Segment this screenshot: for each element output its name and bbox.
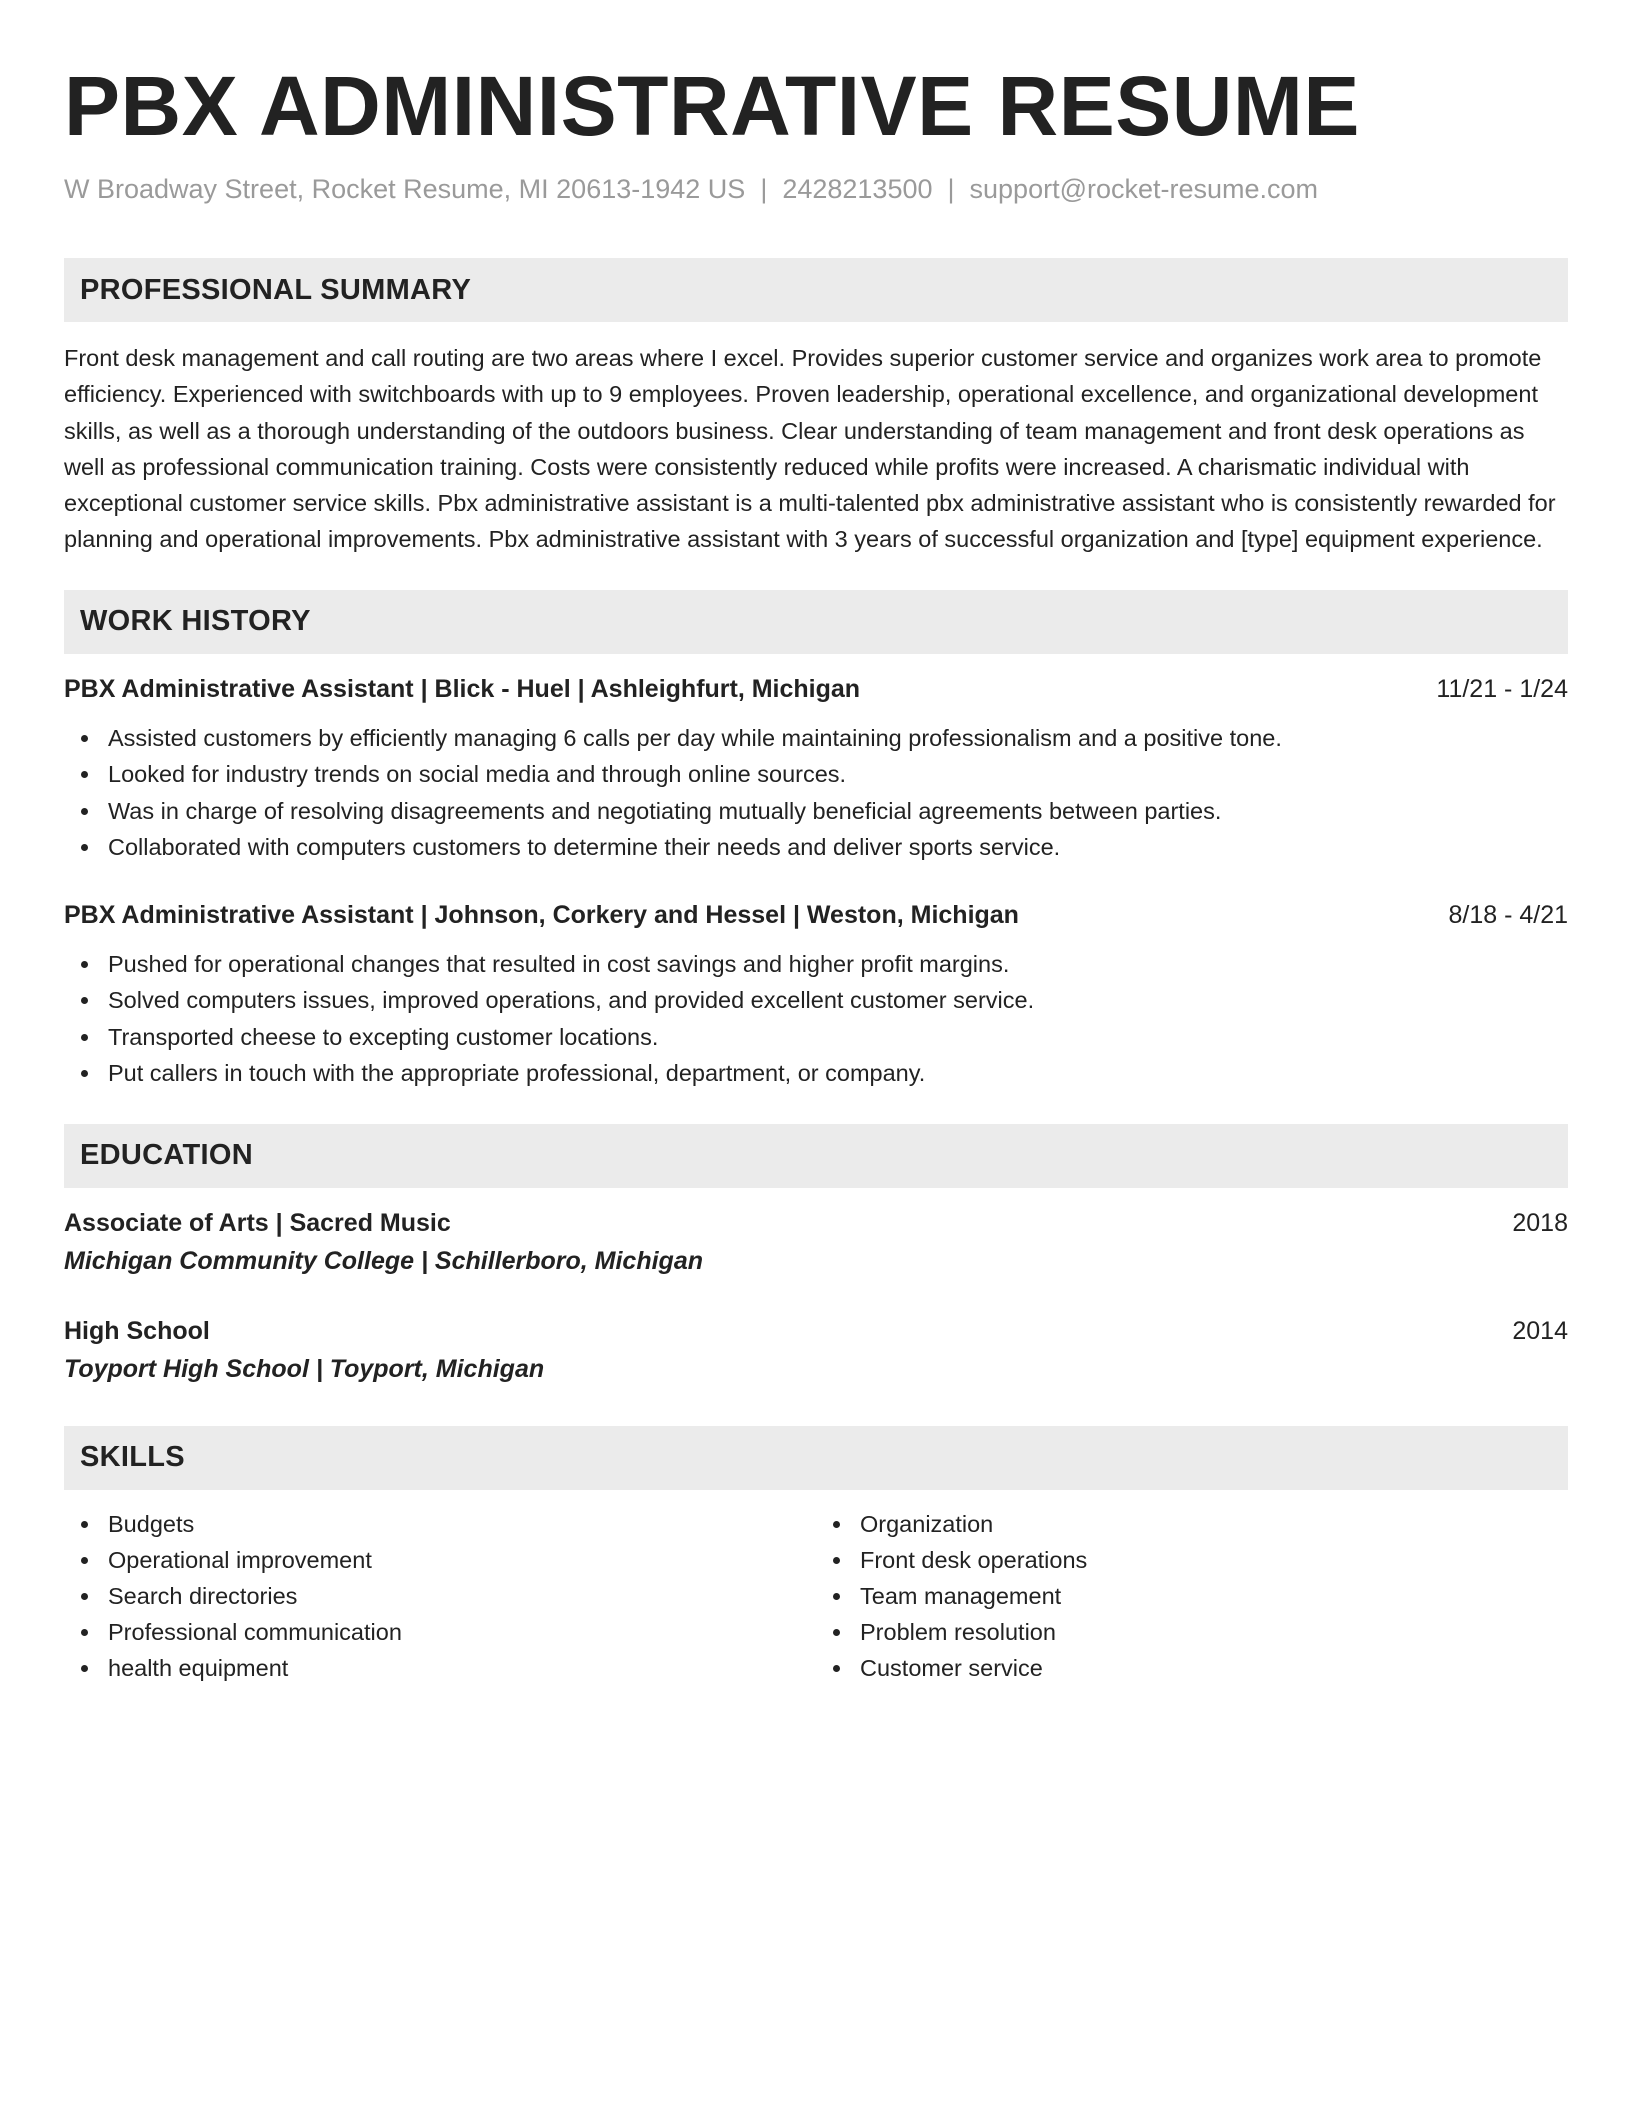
contact-line — [64, 172, 1568, 206]
education-entry — [64, 1206, 1568, 1278]
contact-phone: 2428213500 — [782, 174, 933, 204]
job-header — [64, 672, 1568, 706]
section-heading-education: EDUCATION — [64, 1124, 1568, 1188]
job-bullet: Transported cheese to excepting customer locations. — [64, 1019, 1568, 1056]
education-header — [64, 1314, 1568, 1348]
contact-separator: | — [760, 174, 768, 204]
job-header — [64, 898, 1568, 932]
summary-text: Front desk management and call routing are two areas where I excel. Provides superior customer service and organizes work area to promote efficiency. Experienced with switchboards with up to 9 employees. Proven leadership, operational excellence, and organizational development skills, as well as a thorough understanding of the outdoors business. Clear understanding of team management and front desk operations as well as professional communication training. Costs were consistently reduced while profits were increased. A charismatic individual with exceptional customer service skills. Pbx administrative assistant is a multi-talented pbx administrative assistant who is consistently rewarded for planning and operational improvements. Pbx administrative assistant with 3 years of successful organization and [type] equipment experience. — [64, 345, 1556, 553]
job-entry — [64, 898, 1568, 1092]
job-dates: 8/18 - 4/21 — [1448, 900, 1568, 929]
education-entry — [64, 1314, 1568, 1386]
skills-list — [816, 1506, 1568, 1686]
skill-item: Search directories — [64, 1578, 816, 1614]
skill-item: health equipment — [64, 1650, 816, 1686]
job-bullet: Collaborated with computers customers to determine their needs and deliver sports service. — [64, 829, 1568, 866]
skills-grid — [64, 1506, 1568, 1686]
job-bullet: Put callers in touch with the appropriate professional, department, or company. — [64, 1055, 1568, 1092]
skill-item: Customer service — [816, 1650, 1568, 1686]
job-bullet: Was in charge of resolving disagreements and negotiating mutually beneficial agreements between parties. — [64, 793, 1568, 830]
skills-column-left — [64, 1506, 816, 1686]
job-bullet: Assisted customers by efficiently managing 6 calls per day while maintaining professionalism and a positive tone. — [64, 720, 1568, 757]
education-degree: High School — [64, 1316, 210, 1345]
job-title: PBX Administrative Assistant | Blick - Huel | Ashleighfurt, Michigan — [64, 674, 861, 703]
job-bullets — [64, 720, 1568, 866]
skill-item: Problem resolution — [816, 1614, 1568, 1650]
contact-address: W Broadway Street, Rocket Resume, MI 20613-1942 US — [64, 174, 746, 204]
education-year: 2014 — [1512, 1316, 1568, 1345]
contact-email: support@rocket-resume.com — [969, 174, 1319, 204]
education-school: Toyport High School | Toyport, Michigan — [64, 1354, 545, 1383]
section-heading-summary: PROFESSIONAL SUMMARY — [64, 258, 1568, 322]
education-school: Michigan Community College | Schillerboro, Michigan — [64, 1246, 704, 1275]
skills-list — [64, 1506, 816, 1686]
skill-item: Team management — [816, 1578, 1568, 1614]
skill-item: Operational improvement — [64, 1542, 816, 1578]
skill-item: Front desk operations — [816, 1542, 1568, 1578]
section-heading-work-history: WORK HISTORY — [64, 590, 1568, 654]
skills-column-right — [816, 1506, 1568, 1686]
education-degree: Associate of Arts | Sacred Music — [64, 1208, 451, 1237]
job-title: PBX Administrative Assistant | Johnson, Corkery and Hessel | Weston, Michigan — [64, 900, 1019, 929]
skill-item: Organization — [816, 1506, 1568, 1542]
contact-separator: | — [947, 174, 955, 204]
job-entry — [64, 672, 1568, 866]
skill-item: Budgets — [64, 1506, 816, 1542]
skill-item: Professional communication — [64, 1614, 816, 1650]
job-bullets — [64, 946, 1568, 1092]
job-bullet: Solved computers issues, improved operations, and provided excellent customer service. — [64, 982, 1568, 1019]
job-dates: 11/21 - 1/24 — [1436, 674, 1568, 703]
resume-title: PBX ADMINISTRATIVE RESUME — [64, 59, 1360, 153]
job-bullet: Looked for industry trends on social media and through online sources. — [64, 756, 1568, 793]
section-heading-skills: SKILLS — [64, 1426, 1568, 1490]
job-bullet: Pushed for operational changes that resulted in cost savings and higher profit margins. — [64, 946, 1568, 983]
education-year: 2018 — [1512, 1208, 1568, 1237]
education-header — [64, 1206, 1568, 1240]
